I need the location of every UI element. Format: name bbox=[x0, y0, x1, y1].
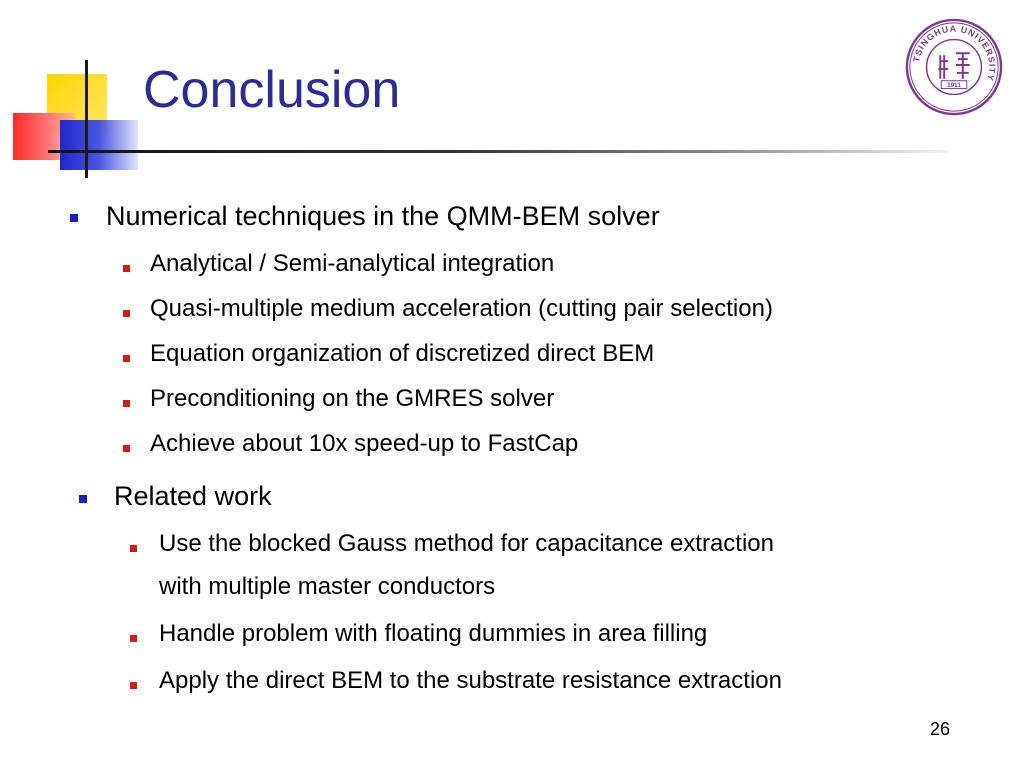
list-item: Quasi-multiple medium acceleration (cutting pair selection) bbox=[150, 295, 773, 322]
list-item-continuation: with multiple master conductors bbox=[159, 573, 496, 600]
bullet-level2-icon bbox=[123, 400, 130, 407]
bullet-level1-icon bbox=[79, 495, 87, 503]
bullet-level2-icon bbox=[130, 545, 137, 552]
decor-blue-square bbox=[60, 120, 138, 170]
bullet-level2-icon bbox=[130, 635, 137, 642]
bullet-level1-icon bbox=[70, 214, 78, 222]
title-underline bbox=[48, 150, 948, 153]
slide-title: Conclusion bbox=[143, 61, 401, 119]
decor-vertical-line bbox=[85, 60, 88, 178]
section-heading: Numerical techniques in the QMM-BEM solver bbox=[106, 201, 660, 231]
section-heading: Related work bbox=[114, 481, 272, 511]
list-item: Analytical / Semi-analytical integration bbox=[150, 250, 555, 277]
bullet-level2-icon bbox=[123, 445, 130, 452]
list-item: Preconditioning on the GMRES solver bbox=[150, 385, 555, 412]
list-item: Use the blocked Gauss method for capacitance extraction bbox=[159, 530, 774, 557]
page-number: 26 bbox=[930, 719, 951, 739]
list-item: Achieve about 10x speed-up to FastCap bbox=[150, 430, 579, 457]
bullet-level2-icon bbox=[123, 265, 130, 272]
seal-ring-text: TSINGHUA UNIVERSITY bbox=[911, 23, 998, 83]
bullet-level2-icon bbox=[123, 355, 130, 362]
list-item: Apply the direct BEM to the substrate resistance extraction bbox=[159, 667, 782, 694]
bullet-level2-icon bbox=[123, 310, 130, 317]
university-seal-logo bbox=[905, 18, 1003, 116]
list-item: Equation organization of discretized direct BEM bbox=[150, 340, 655, 367]
seal-year: 1911 bbox=[947, 82, 961, 90]
list-item: Handle problem with floating dummies in area filling bbox=[159, 620, 708, 647]
bullet-level2-icon bbox=[130, 682, 137, 689]
